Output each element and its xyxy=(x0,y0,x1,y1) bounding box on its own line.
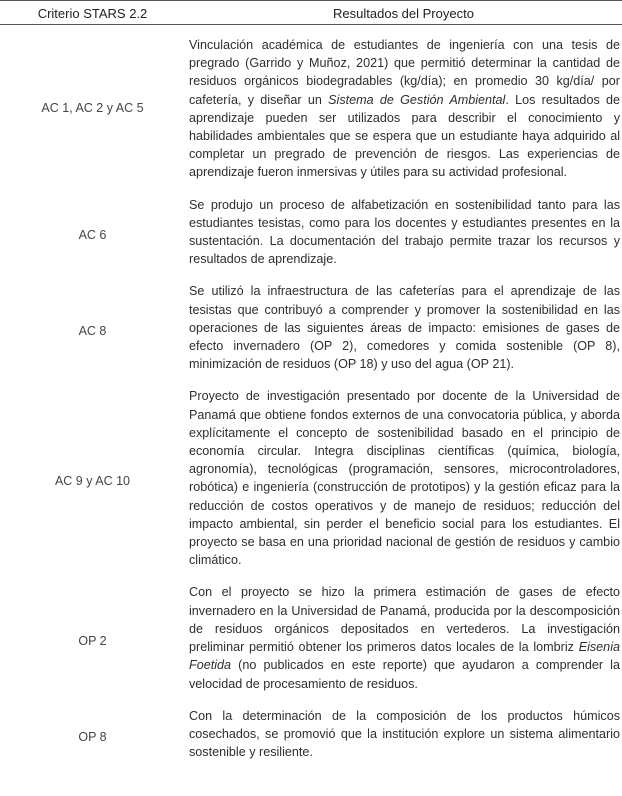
table-row xyxy=(0,703,622,772)
criterio-cell: AC 8 xyxy=(78,323,107,338)
criterio-cell: AC 6 xyxy=(78,228,107,243)
resultado-text: (no publicados en este reporte) que ayudaron a comprender la velocidad de procesamiento de residuos. xyxy=(189,658,620,691)
header-criterio: Criterio STARS 2.2 xyxy=(0,1,185,25)
table-row xyxy=(0,579,622,702)
resultado-cell xyxy=(185,383,622,579)
resultado-text: Con la determinación de la composición de los productos húmicos cosechados, se promovió que la institución explore un sistema alimentario sostenible y resiliente. xyxy=(189,708,620,760)
table-header-row xyxy=(0,1,622,25)
header-resultados: Resultados del Proyecto xyxy=(185,1,622,25)
resultado-text: . Los resultados de aprendizaje pueden ser utilizados para describir el conocimiento y habilidades ambientales que se espera que un estudiante haya adquirido al completar un pregrado de prevención de riesgos. Las experiencias de aprendizaje fueron inmersivas y útiles para su actividad profesional. xyxy=(189,92,621,180)
resultado-emphasis: Sistema de Gestión Ambiental xyxy=(328,92,506,107)
resultado-cell xyxy=(185,703,622,772)
resultado-cell xyxy=(185,579,622,702)
resultado-text: Se utilizó la infraestructura de las cafeterías para el aprendizaje de las tesistas que contribuyó a comprender y promover la sostenibilidad en las operaciones de las siguientes áreas de impacto: emisiones de gases de efecto invernadero (OP 2), comedores y comida sostenible (OP 8), minimización de residuos (OP 18) y uso del agua (OP 21). xyxy=(189,284,620,372)
table-row xyxy=(0,383,622,579)
table-row xyxy=(0,192,622,279)
table-row xyxy=(0,25,622,192)
resultado-text: Se produjo un proceso de alfabetización en sostenibilidad tanto para las estudiantes tesistas, como para los docentes y estudiantes presentes en la sustentación. La documentación del trabajo permite trazar los recursos y resultados de aprendizaje. xyxy=(189,197,620,267)
resultado-text: Vinculación académica de estudiantes de ingeniería con una tesis de pregrado (Garrido y Muñoz, 2021) que permitió determinar la cantidad de residuos orgánicos biodegradables (kg/día); en promedio 30 kg/día/ por cafetería, y diseñar un xyxy=(189,38,620,107)
criterio-cell: AC 1, AC 2 y AC 5 xyxy=(41,101,144,116)
resultado-emphasis: Eisenia Foetida xyxy=(189,640,620,673)
resultado-text: Con el proyecto se hizo la primera estimación de gases de efecto invernadero en la Universidad de Panamá, producida por la descomposición de residuos orgánicos depositados en vertederos. La investigación preliminar permitió obtener los primeros datos locales de la lombriz xyxy=(189,585,620,655)
table-row xyxy=(0,278,622,383)
criterio-cell: AC 9 y AC 10 xyxy=(54,474,131,489)
criterio-cell: OP 2 xyxy=(78,634,107,649)
resultado-cell xyxy=(185,25,622,192)
resultado-cell xyxy=(185,192,622,279)
resultado-cell xyxy=(185,278,622,383)
resultado-text: Proyecto de investigación presentado por docente de la Universidad de Panamá que obtiene fondos externos de una convocatoria pública, y aborda explícitamente el concepto de sostenibilidad basado en el principio de economía circular. Integra disciplinas científicas (química, biología, agronomía), tecnológicas (programación, sensores, microcontroladores, robótica) e ingeniería (construcción de prototipos) y la gestión eficaz para la reducción de costos operativos y de manejo de residuos; reducción del impacto ambiental, sin perder el beneficio social para los estudiantes. El proyecto se basa en una prioridad nacional de gestión de residuos y cambio climático. xyxy=(189,389,620,568)
criterio-cell: OP 8 xyxy=(78,730,107,744)
